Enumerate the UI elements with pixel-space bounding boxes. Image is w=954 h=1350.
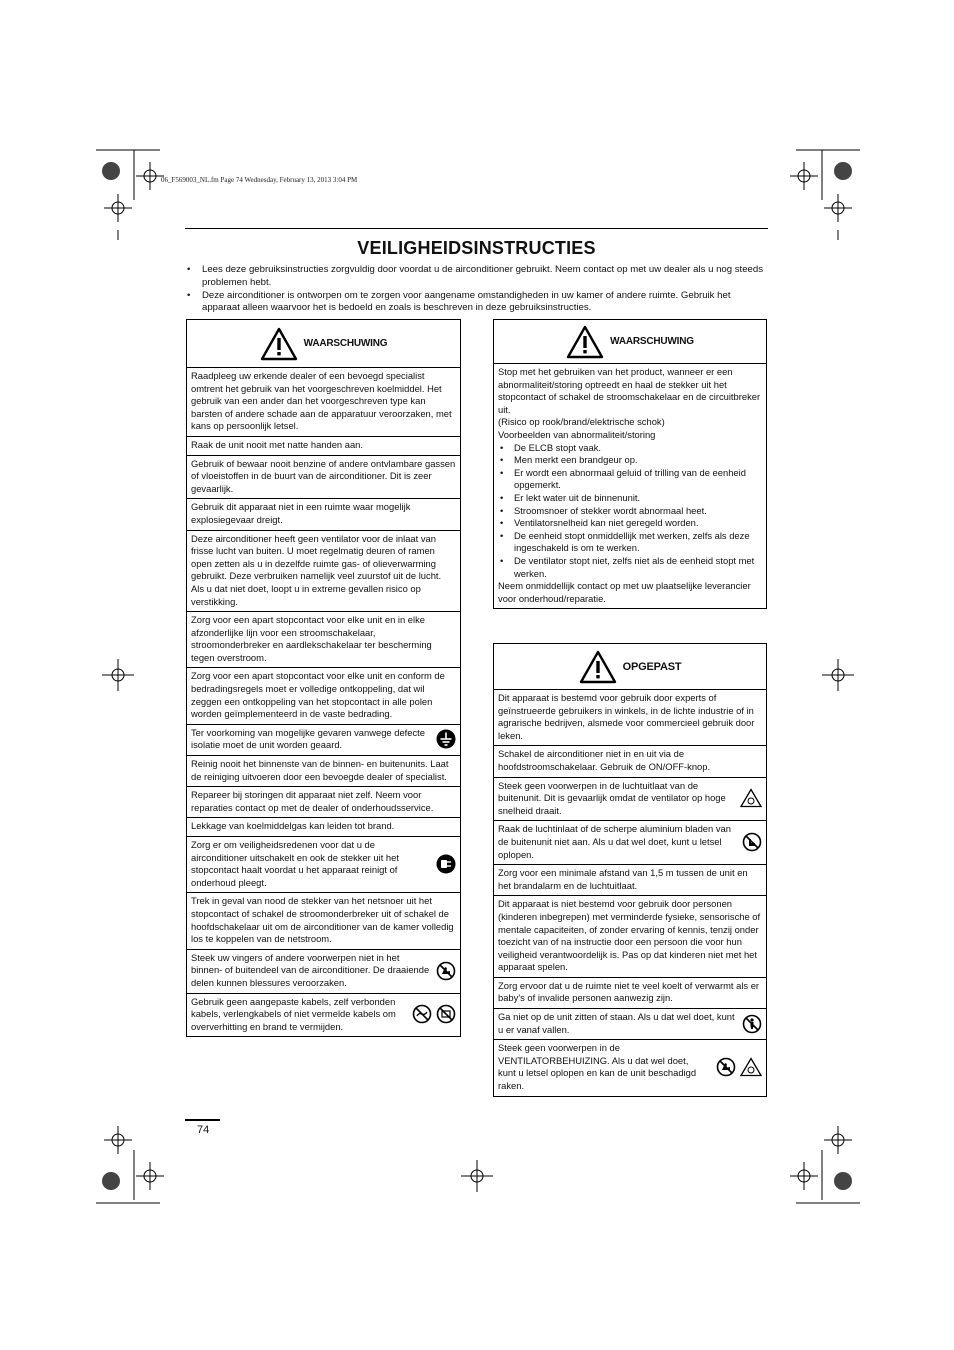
page-number-rule	[185, 1119, 220, 1121]
caution-row-text: Steek geen voorwerpen in de luchtuitlaat van de buitenunit. Dit is gevaarlijk omdat de ventilator op hoge snelheid draait.	[498, 779, 726, 816]
no-extension-cord-icon	[436, 1004, 456, 1024]
list-item: • Ventilatorsnelheid kan niet geregeld worden.	[498, 517, 762, 530]
caution-row	[494, 821, 766, 865]
no-fingers-icon	[716, 1057, 736, 1077]
warning-row: Lekkage van koelmiddelgas kan leiden tot brand.	[187, 818, 460, 837]
warning-row: Gebruik dit apparaat niet in een ruimte waar mogelijk explosiegevaar dreigt.	[187, 499, 460, 530]
list-item: • Er lekt water uit de binnenunit.	[498, 492, 762, 505]
list-item: • De ventilator stopt niet, zelfs niet als de eenheid stopt met werken.	[498, 555, 762, 580]
no-standing-icon	[742, 1014, 762, 1034]
warning-row: Gebruik of bewaar nooit benzine of andere ontvlambare gassen of vloeistoffen in de buurt van de airconditioner. Dit is zeer gevaarlijk.	[187, 456, 460, 500]
file-info: 06_F569003_NL.fm Page 74 Wednesday, February 13, 2013 3:04 PM	[161, 176, 358, 184]
warning-row	[187, 725, 460, 756]
warning-row-text: Gebruik geen aangepaste kabels, zelf verbonden kabels, verlengkabels of niet vermelde kabels om oververhitting en brand te vermijden.	[191, 995, 396, 1032]
warning-row-text: Zorg er om veiligheidsredenen voor dat u de airconditioner uitschakelt en ook de stekker uit het stopcontact haalt voordat u het apparaat reinigt of onderhoud pleegt.	[191, 839, 399, 888]
unplug-icon	[436, 854, 456, 874]
registration-mark	[136, 162, 164, 190]
caution-triangle-icon	[740, 788, 762, 808]
list-item: • Stroomsnoer of stekker wordt abnormaal heet.	[498, 505, 762, 518]
warning-body	[494, 364, 766, 608]
color-target	[102, 1172, 120, 1190]
color-target	[834, 1172, 852, 1190]
warning-label: WAARSCHUWING	[610, 336, 694, 347]
caution-row: Dit apparaat is bestemd voor gebruik door experts of geïnstrueerde gebruikers in winkels, in de lichte industrie of in agrarische bedrijven, alsmede voor commercieel gebruik door leken.	[494, 690, 766, 746]
warning-row: Reinig nooit het binnenste van de binnen- en buitenunits. Laat de reiniging uitvoeren door een bevoegde dealer of specialist.	[187, 756, 460, 787]
registration-mark	[461, 1160, 493, 1192]
warning-header	[187, 320, 460, 368]
warning-row: Repareer bij storingen dit apparaat niet zelf. Neem voor reparaties contact op met de dealer of onderhoudsservice.	[187, 787, 460, 818]
color-target	[834, 162, 852, 180]
warning-row	[187, 950, 460, 994]
warning-row	[187, 837, 460, 893]
caution-row: Zorg ervoor dat u de ruimte niet te veel koelt of verwarmt als er baby's of invalide personen aanwezig zijn.	[494, 978, 766, 1009]
intro-item: • Deze airconditioner is ontworpen om te zorgen voor aangename omstandigheden in uw kamer of andere ruimte. Gebruik het apparaat alleen waarvoor het is bedoeld en zoals is beschreven in deze gebruiksinstructies.	[185, 290, 768, 316]
warning-row: Raadpleeg uw erkende dealer of een bevoegd specialist omtrent het gebruik van het voorgeschreven koelmiddel. Het gebruik van een ander dan het voorgeschreven type kan barsten of andere schade aan de apparatuur veroorzaken, met kans op persoonlijk letsel.	[187, 368, 460, 437]
warning-triangle-icon	[260, 327, 298, 361]
warning-text: (Risico op rook/brand/elektrische schok)	[498, 416, 665, 428]
page-number: 74	[197, 1124, 210, 1136]
warning-triangle-icon	[566, 325, 604, 359]
caution-row	[494, 1040, 766, 1095]
warning-box-right	[493, 319, 767, 609]
caution-row-text: Raak de luchtinlaat of de scherpe aluminium bladen van de buitenunit niet aan. Als u dat wel doet, kunt u letsel oplopen.	[498, 823, 731, 860]
registration-mark	[136, 1162, 164, 1190]
warning-row-text: Steek uw vingers of andere voorwerpen niet in het binnen- of buitendeel van de airconditioner. De draaiende delen kunnen blessures veroorzaken.	[191, 951, 430, 988]
warning-text: Neem onmiddellijk contact op met uw plaatselijke leverancier voor onderhoud/reparatie.	[498, 580, 751, 604]
no-fingers-icon	[436, 961, 456, 981]
registration-mark	[102, 659, 134, 691]
caution-row	[494, 778, 766, 822]
list-item: • Men merkt een brandgeur op.	[498, 454, 762, 467]
warning-row: Trek in geval van nood de stekker van het netsnoer uit het stopcontact of schakel de stroomonderbreker uit of schakel de hoofdschakelaar uit om de airconditioner van de kamer volledig los te koppelen van de netstroom.	[187, 893, 460, 949]
warning-text: Voorbeelden van abnormaliteit/storing	[498, 428, 656, 440]
caution-row: Dit apparaat is niet bestemd voor gebruik door personen (kinderen inbegrepen) met verminderde fysieke, sensorische of mentale capaciteiten, of zonder ervaring of kennis, tenzij onder toezicht van of na instructie door een persoon die voor hun veiligheid verantwoordelijk is. Pas op dat kinderen niet met het apparaat spelen.	[494, 896, 766, 978]
caution-row-text: Ga niet op de unit zitten of staan. Als u dat wel doet, kunt u er vanaf vallen.	[498, 1011, 735, 1035]
caution-label: OPGEPAST	[622, 660, 682, 673]
top-rule	[185, 228, 768, 229]
warning-triangle-icon	[579, 650, 617, 684]
warning-row	[187, 994, 460, 1037]
warning-row: Zorg voor een apart stopcontact voor elke unit en in elke afzonderlijke lijn voor een stroomschakelaar, stroomonderbreker en aardlekschakelaar ter bescherming tegen overstroom.	[187, 612, 460, 668]
intro-list	[185, 264, 768, 315]
warning-row: Deze airconditioner heeft geen ventilator voor de inlaat van frisse lucht van buiten. U moet regelmatig deuren of ramen open zetten als u in dezelfde ruimte gas- of olieverwarming gebruikt. Deze verbruiken namelijk veel zuurstof uit de lucht. Als u dat niet doet, loopt u in extreme gevallen risico op verstikking.	[187, 531, 460, 613]
registration-mark	[822, 659, 854, 691]
registration-mark	[790, 162, 818, 190]
list-item: • De eenheid stopt onmiddellijk met werken, zelfs als deze ingeschakeld is om te werken.	[498, 530, 762, 555]
caution-triangle-icon	[740, 1057, 762, 1077]
registration-mark	[104, 1126, 132, 1154]
page-title: VEILIGHEIDSINSTRUCTIES	[357, 238, 596, 258]
warning-box-left	[186, 319, 461, 1037]
list-item: • De ELCB stopt vaak.	[498, 442, 762, 455]
warning-text: Stop met het gebruiken van het product, wanneer er een abnormaliteit/storing optreedt en haal de stekker uit het stopcontact of schakel de stroomschakelaar en de circuitbreker uit.	[498, 366, 761, 415]
intro-item: • Lees deze gebruiksinstructies zorgvuldig door voordat u de airconditioner gebruikt. Neem contact op met uw dealer als u nog steeds problemen hebt.	[185, 264, 768, 290]
caution-box	[493, 643, 767, 1097]
caution-header	[494, 644, 766, 690]
caution-row-text: Steek geen voorwerpen in de VENTILATORBEHUIZING. Als u dat wel doet, kunt u letsel oplopen en kan de unit beschadigd raken.	[498, 1042, 697, 1092]
registration-mark	[824, 1126, 852, 1154]
no-touch-icon	[742, 832, 762, 852]
caution-row	[494, 1009, 766, 1040]
registration-mark	[790, 1162, 818, 1190]
list-item: • Er wordt een abnormaal geluid of trilling van de eenheid opgemerkt.	[498, 467, 762, 492]
earth-ground-icon	[436, 729, 456, 749]
warning-row-text: Ter voorkoming van mogelijke gevaren vanwege defecte isolatie moet de unit worden geaard.	[191, 726, 425, 751]
color-target	[102, 162, 120, 180]
no-modified-cable-icon	[412, 1004, 432, 1024]
registration-mark	[104, 194, 132, 222]
registration-mark	[824, 194, 852, 222]
warning-row: Zorg voor een apart stopcontact voor elke unit en conform de bedradingsregels moet er volledige ontkoppeling, dat wil zeggen een ontkoppeling van het stopcontact in alle polen worden geïmplementeerd in de vaste bedrading.	[187, 668, 460, 724]
warning-label: WAARSCHUWING	[303, 338, 388, 349]
caution-row: Schakel de airconditioner niet in en uit via de hoofdstroomschakelaar. Gebruik de ON/OFF-knop.	[494, 746, 766, 777]
caution-row: Zorg voor een minimale afstand van 1,5 m tussen de unit en het brandalarm en de luchtuitlaat.	[494, 865, 766, 896]
warning-header	[494, 320, 766, 364]
warning-row: Raak de unit nooit met natte handen aan.	[187, 437, 460, 456]
